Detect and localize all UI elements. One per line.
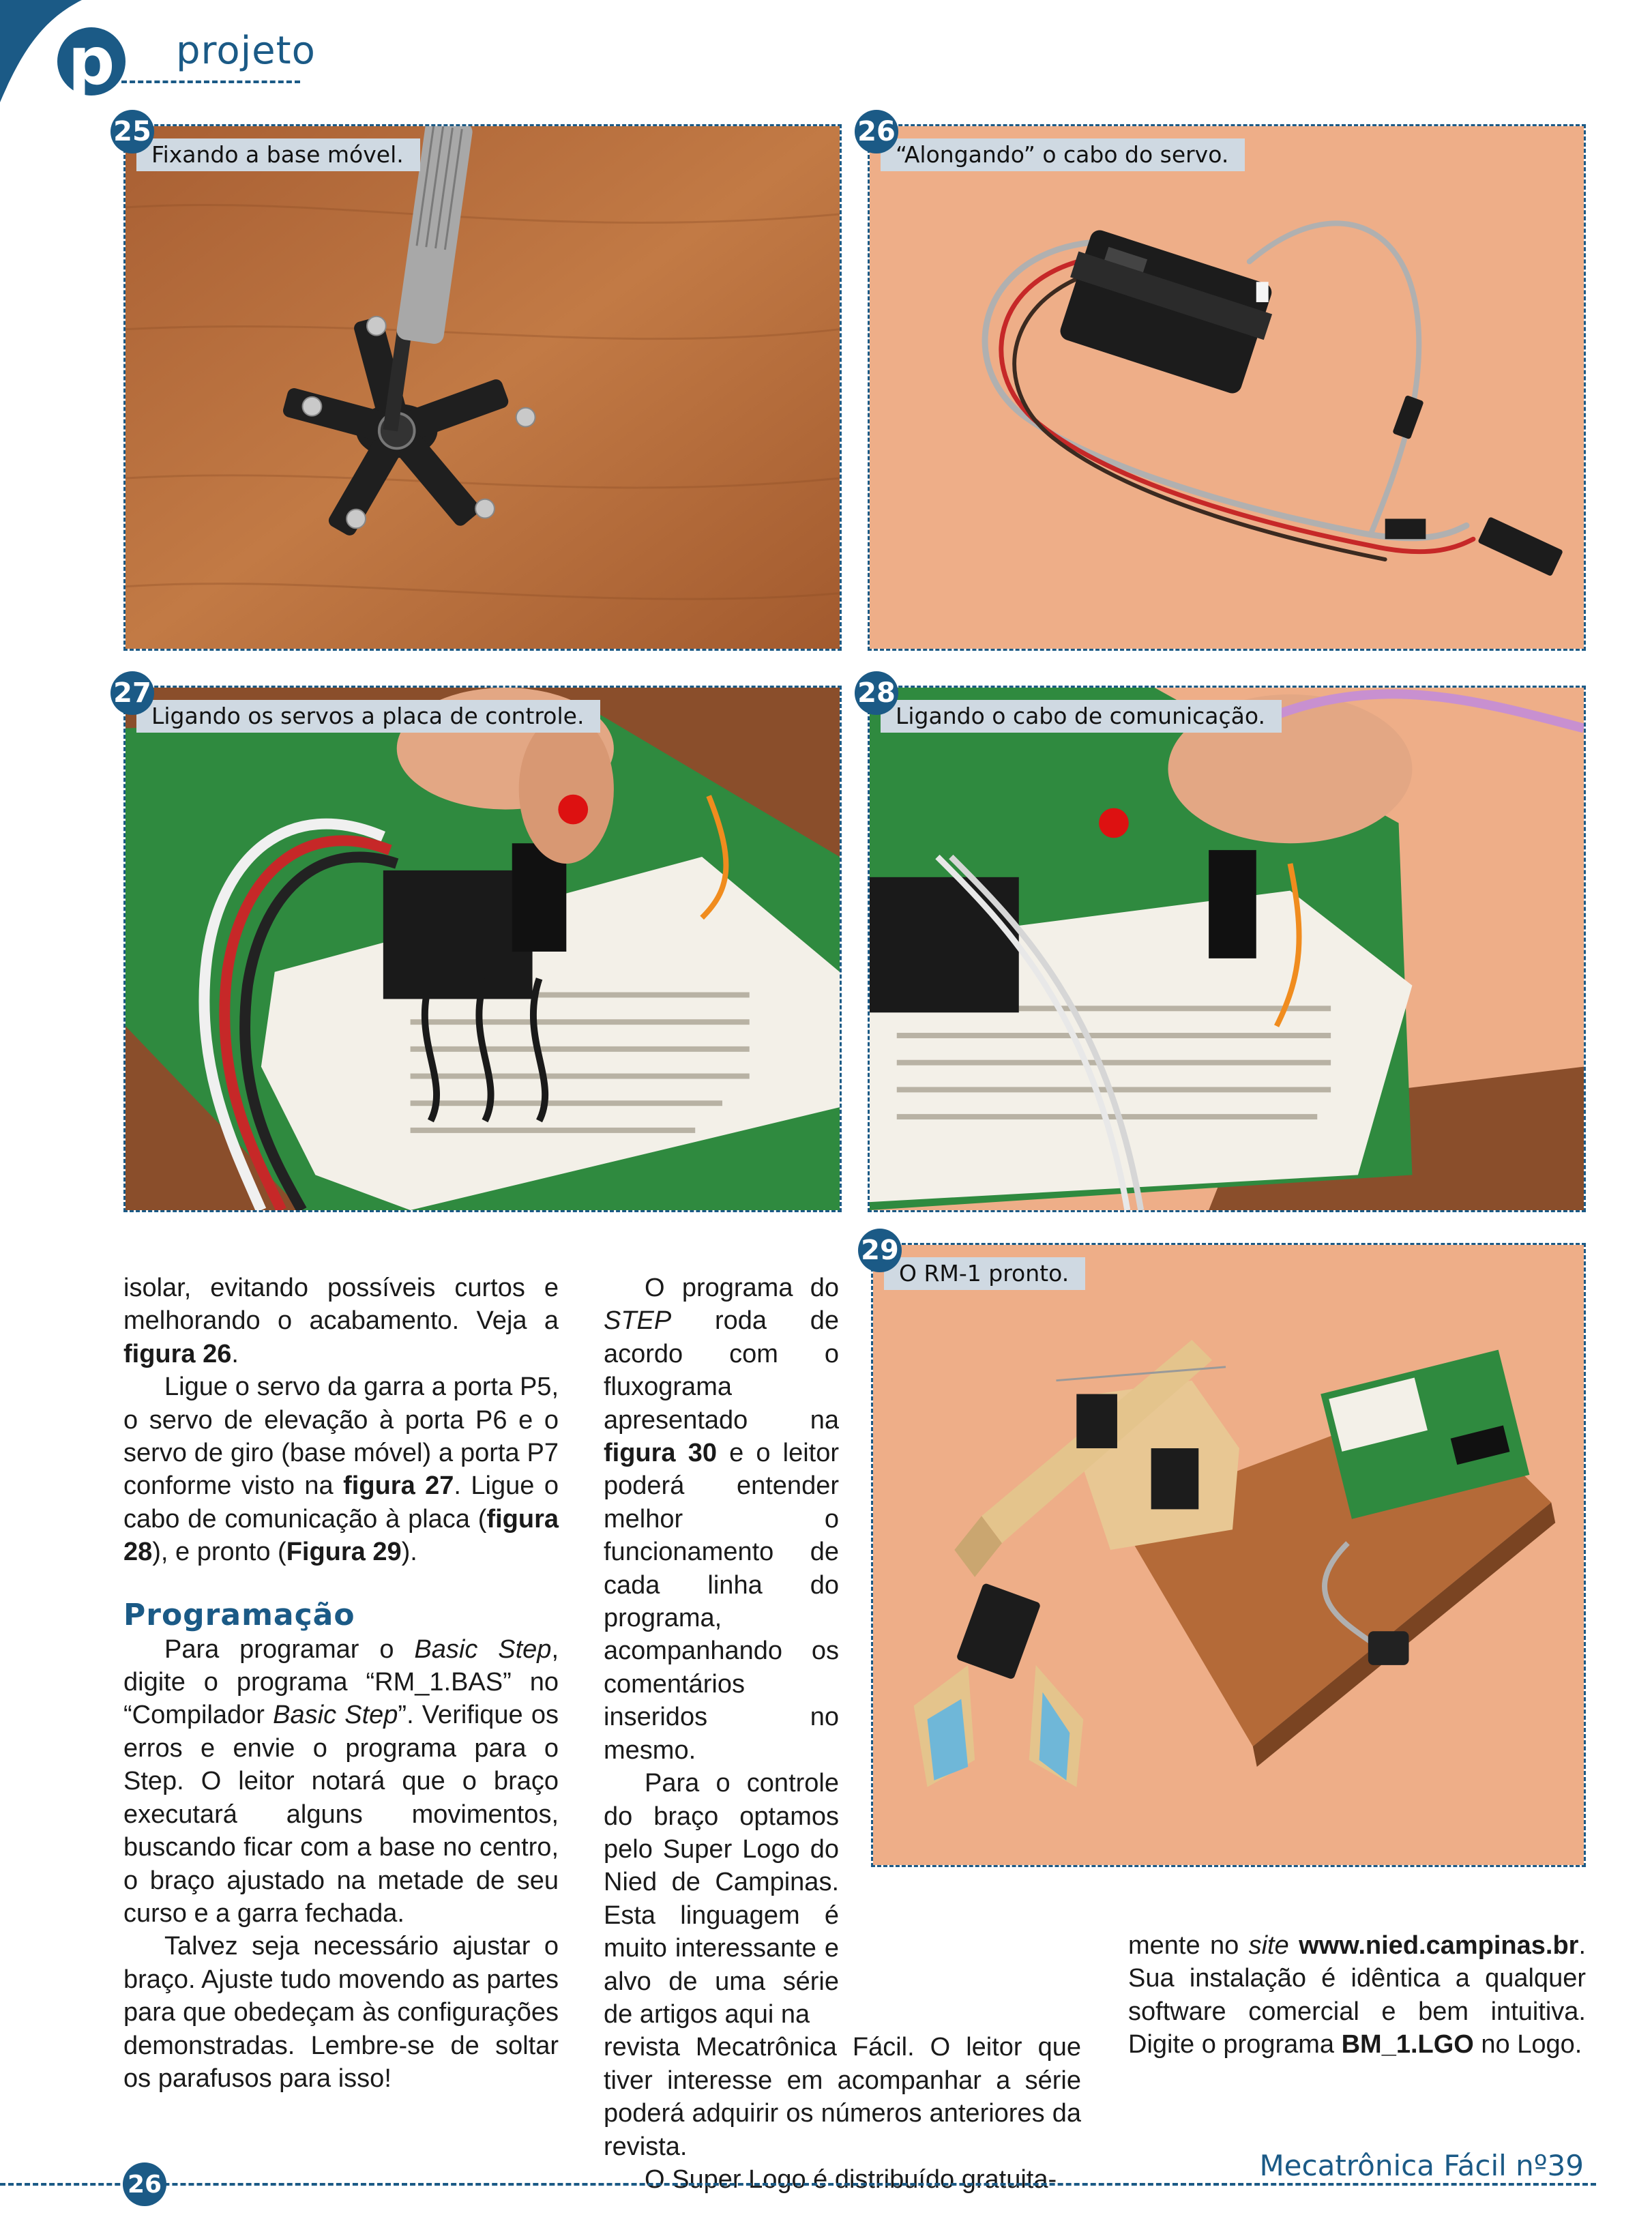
text-run: , digite o programa “RM_1.BAS” no “Compilador — [123, 1634, 559, 1730]
header-divider — [121, 80, 300, 83]
text-run: Basic Step — [414, 1634, 552, 1664]
text-run: no Logo. — [1473, 2030, 1582, 2059]
text-run: . Sua instalação é idêntica a qualquer software comercial e bem intuitiva. Digite o programa — [1128, 1931, 1587, 2059]
figure-reference: figura 28 — [123, 1504, 559, 1567]
figure-caption: Fixando a base móvel. — [136, 138, 420, 171]
paragraph: O Super Logo é distribuído gratuita- — [645, 2165, 1057, 2194]
figure-number: 28 — [855, 671, 898, 715]
text-column-1 — [123, 1272, 559, 2095]
text-run: . — [231, 1339, 239, 1368]
figure-number: 25 — [110, 110, 154, 153]
photo-servos-board — [126, 688, 840, 1210]
text-run: ”. Verifique os erros e envie o programa para o Step. O leitor notará que o braço executará alguns movimentos, buscando ficar com a base no centro, o braço ajustado na metade de seu curso e a garra fechada. — [123, 1701, 559, 1928]
paragraph: Para o controle do braço optamos pelo Super Logo do Nied de Campinas. Esta linguagem é muito interessante e alvo de uma série de artigos aqui na — [604, 1769, 839, 2029]
figure-number: 29 — [858, 1229, 902, 1272]
photo-servo-cable — [870, 126, 1584, 649]
figure-number: 27 — [110, 671, 154, 715]
footer-divider — [0, 2183, 1596, 2186]
paragraph — [123, 1370, 559, 1568]
paragraph — [123, 1272, 559, 1370]
paragraph — [1128, 1929, 1586, 2062]
page-number: 26 — [123, 2162, 166, 2206]
magazine-issue: Mecatrônica Fácil nº39 — [1259, 2149, 1584, 2182]
figure-26 — [857, 116, 1586, 651]
figure-caption: O RM-1 pronto. — [884, 1257, 1085, 1290]
text-run: e o leitor poderá entender melhor o funcionamento de cada linha do programa, acompanhando os comentários inseridos no mesmo. — [604, 1439, 839, 1765]
paragraph — [604, 1272, 839, 1767]
text-run: Para programar o — [164, 1634, 415, 1664]
text-run: O programa do — [645, 1274, 839, 1302]
text-column-3 — [1128, 1929, 1586, 2062]
text-column-2 — [604, 1272, 1081, 2196]
section-logo-letter: p — [68, 23, 115, 100]
program-name: BM_1.LGO — [1341, 2030, 1474, 2059]
text-run: STEP — [604, 1306, 672, 1336]
figure-caption: Ligando o cabo de comunicação. — [881, 700, 1282, 733]
figure-27 — [113, 677, 842, 1212]
figure-caption: “Alongando” o cabo do servo. — [881, 138, 1245, 171]
figure-reference: figura 27 — [343, 1471, 454, 1501]
text-run: site — [1248, 1931, 1289, 1960]
figure-reference: figura 30 — [604, 1439, 717, 1468]
figure-number: 26 — [855, 110, 898, 153]
figure-reference: figura 26 — [123, 1339, 232, 1368]
photo-comm-cable — [870, 688, 1584, 1210]
text-run: isolar, evitando possíveis curtos e melhorando o acabamento. Veja a — [123, 1274, 559, 1336]
text-run: Ligue o servo da garra a porta P5, o servo de elevação à porta P6 e o servo de giro (base móvel) a porta P7 conforme visto na — [123, 1373, 559, 1501]
website-link[interactable]: www.nied.campinas.br — [1299, 1931, 1579, 1960]
subheading: Programação — [123, 1597, 355, 1632]
text-run: mente no — [1128, 1931, 1249, 1960]
paragraph: Talvez seja necessário ajustar o braço. Ajuste tudo movendo as partes para que obedeçam às configurações demonstradas. Lembre-se de soltar os parafusos para isso! — [123, 1932, 559, 2093]
text-run: ), e pronto ( — [152, 1538, 286, 1567]
photo-fixing-base — [126, 126, 840, 649]
figure-25 — [113, 116, 842, 651]
section-logo — [57, 23, 126, 100]
text-run — [1289, 1931, 1299, 1960]
figure-28 — [857, 677, 1586, 1212]
paragraph: revista Mecatrônica Fácil. O leitor que tiver interesse em acompanhar a série poderá adquirir os números anteriores da revista. — [604, 2033, 1081, 2161]
text-run: . Ligue o cabo de comunicação à placa ( — [123, 1471, 559, 1534]
section-label: projeto — [176, 29, 316, 73]
text-run: Basic Step — [273, 1701, 398, 1730]
text-run: roda de acordo com o fluxograma apresentado na — [604, 1306, 839, 1435]
figure-caption: Ligando os servos a placa de controle. — [136, 700, 600, 733]
paragraph — [123, 1633, 559, 1931]
text-run: ). — [401, 1538, 417, 1567]
figure-reference: Figura 29 — [286, 1538, 402, 1567]
